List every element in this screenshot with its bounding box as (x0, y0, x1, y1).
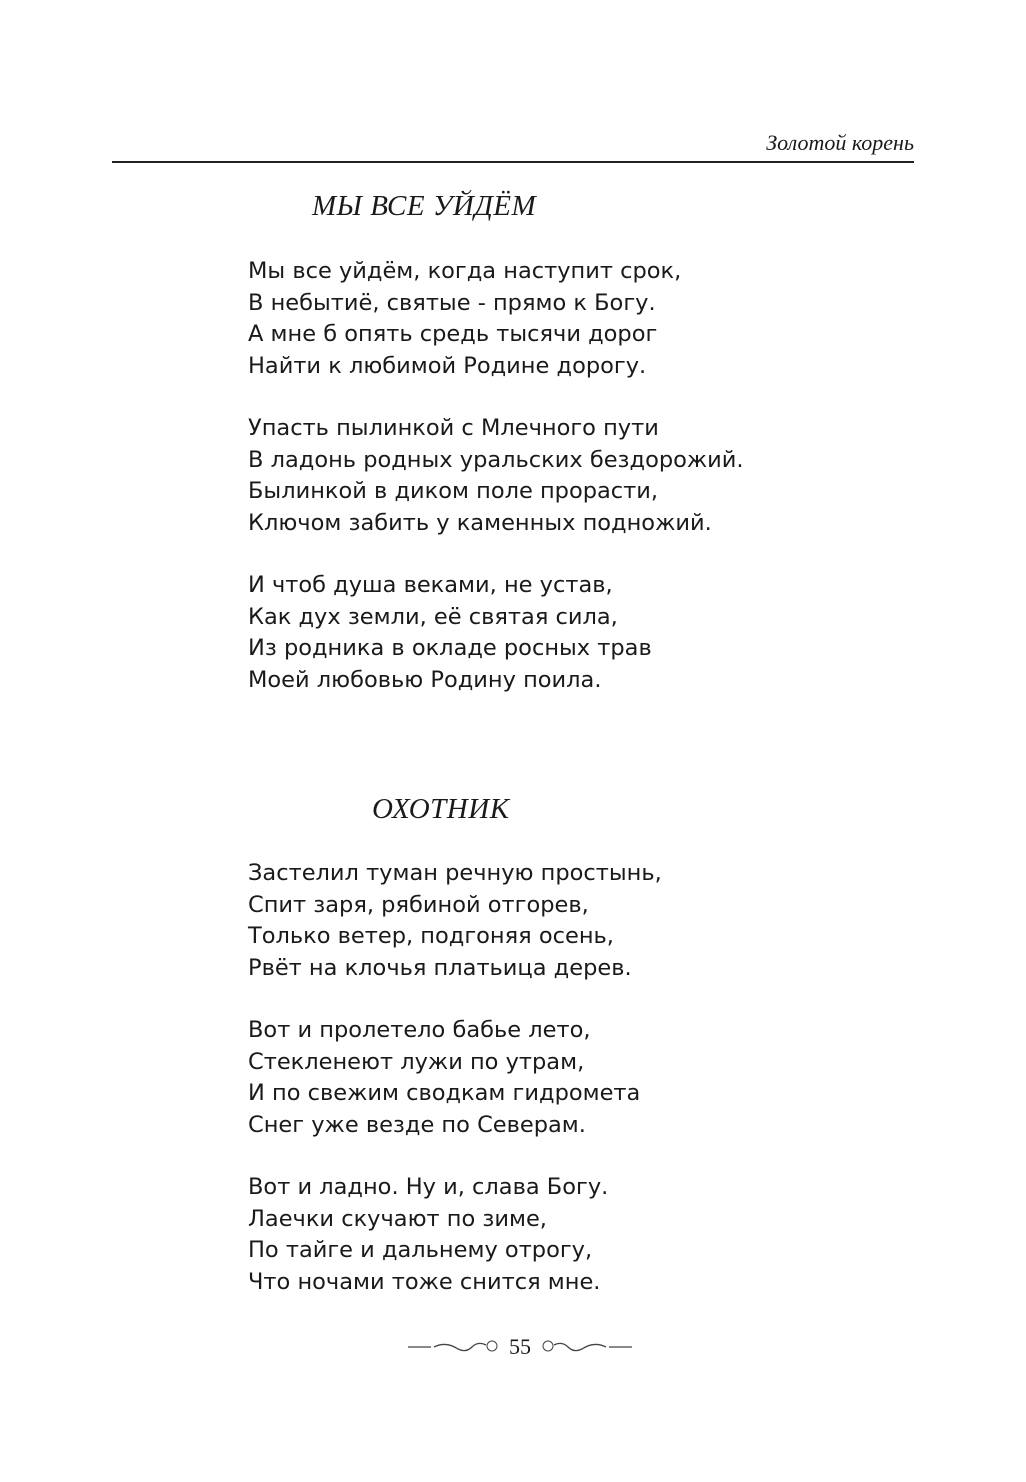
poem-line: Рвёт на клочья платьица дерев. (248, 954, 632, 981)
stanza (248, 1172, 662, 1298)
header-rule (112, 161, 914, 163)
poem-line: В небытиё, святые - прямо к Богу. (248, 289, 656, 316)
poem-title: МЫ ВСЕ УЙДЁМ (312, 190, 537, 222)
poem-line: По тайге и дальнему отрогу, (248, 1237, 593, 1263)
poem-line: Вот и пролетело бабье лето, (248, 1017, 591, 1043)
stanza (248, 256, 744, 382)
poem-line: В ладонь родных уральских бездорожий. (248, 446, 744, 473)
poem-line: Мы все уйдём, когда наступит срок, (248, 258, 682, 284)
poem-line: Вот и ладно. Ну и, слава Богу. (248, 1174, 609, 1200)
poem-line: Спит заря, рябиной отгорев, (248, 891, 589, 918)
page-footer (400, 1336, 640, 1358)
ornament-left-icon (406, 1337, 501, 1357)
poem-line: И чтоб душа веками, не устав, (248, 572, 613, 598)
poem-line: А мне б опять средь тысячи дорог (248, 321, 658, 347)
stanza (248, 858, 662, 984)
page-number: 55 (509, 1334, 531, 1359)
poem-line: Упасть пылинкой с Млечного пути (248, 415, 659, 441)
poem-line: Былинкой в диком поле прорасти, (248, 478, 659, 504)
poem-body (248, 256, 744, 727)
poem-line: Ключом забить у каменных подножий. (248, 509, 712, 536)
poem-line: Лаечки скучают по зиме, (248, 1205, 547, 1232)
poem-line: Что ночами тоже снится мне. (248, 1268, 601, 1295)
poem-line: Как дух земли, её святая сила, (248, 603, 618, 630)
poem-line: И по свежим сводкам гидромета (248, 1080, 641, 1106)
poem-line: Снег уже везде по Северам. (248, 1111, 586, 1138)
poem-line: Застелил туман речную простынь, (248, 860, 662, 886)
poem-body (248, 858, 662, 1329)
ornament-right-icon (539, 1337, 634, 1357)
poem-line: Из родника в окладе росных трав (248, 635, 652, 661)
poem-line: Моей любовью Родину поила. (248, 666, 602, 693)
stanza (248, 1015, 662, 1141)
stanza (248, 570, 744, 696)
running-header: Золотой корень (766, 130, 914, 155)
poem-title: ОХОТНИК (372, 793, 510, 825)
poem-line: Найти к любимой Родине дорогу. (248, 352, 647, 379)
stanza (248, 413, 744, 539)
poem-line: Только ветер, подгоняя осень, (248, 923, 614, 949)
poem-line: Стекленеют лужи по утрам, (248, 1048, 585, 1075)
